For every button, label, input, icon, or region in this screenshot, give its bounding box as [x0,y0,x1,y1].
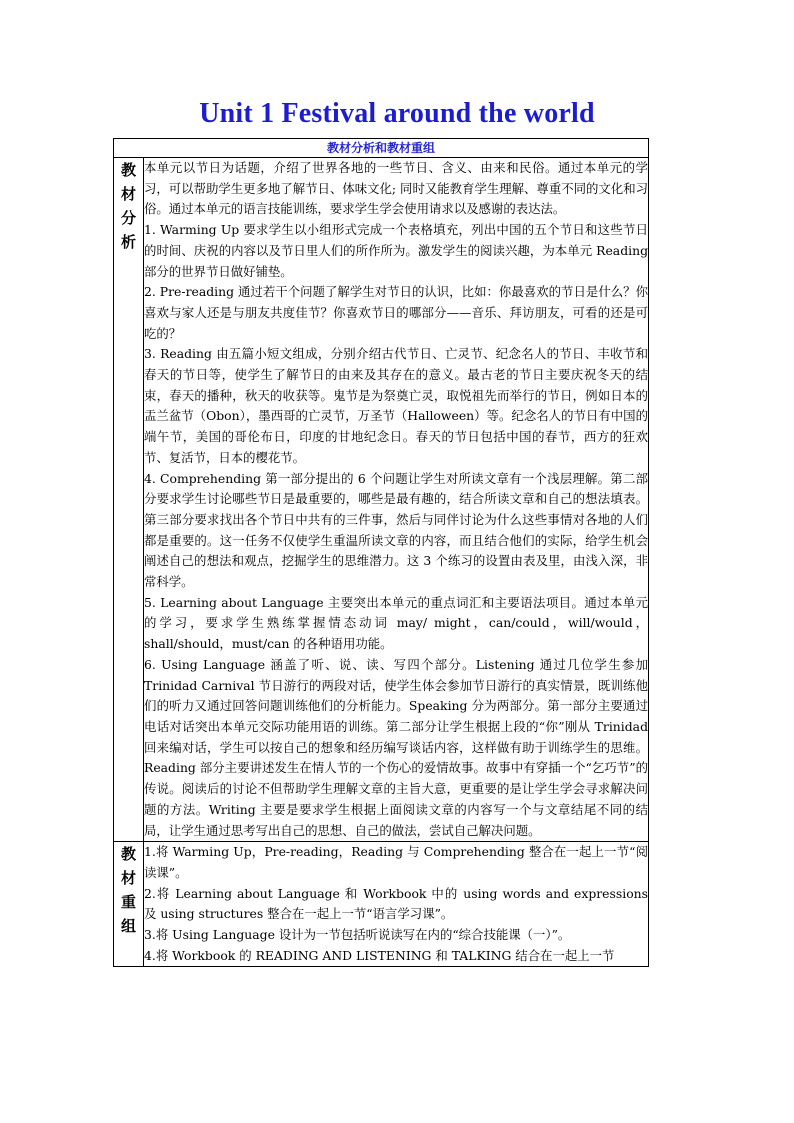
paragraph: 4.将 Workbook 的 READING AND LISTENING 和 TALKING 结合在一起上一节 [144,947,615,963]
section-analysis-row [114,158,649,842]
paragraph: 6. Using Language 涵盖了听、说、读、写四个部分。Listening 通过几位学生参加 Trinidad Carnival 节日游行的两段对话，使学生体会参加节日游行的真实情景，既训练他们的听力又通过回答问题训练他们的分析能力。Speaking 分为两部分。第一部分主要通过电话对话突出本单元交际功能用语的训练。第二部分让学生根据上段的“你”刚从 Trinidad 回来编对话，学生可以按自己的想象和经历编写谈话内容，这样做有助于训练学生的思维。Reading 部分主要讲述发生在情人节的一个伤心的爱情故事。故事中有穿插一个“乞巧节”的传说。阅读后的讨论不但帮助学生理解文章的主旨大意，更重要的是让学生学会寻求解决问题的方法。Writing 主要是要求学生根据上面阅读文章的内容写一个与文章结尾不同的结局，让学生通过思考写出自己的思想、自己的做法，尝试自己解决问题。 [144,656,648,838]
paragraph: 本单元以节日为话题，介绍了世界各地的一些节日、含义、由来和民俗。通过本单元的学习，可以帮助学生更多地了解节日、体味文化; 同时又能教育学生理解、尊重不同的文化和习俗。通过本单元的语言技能训练，要求学生学会使用请求以及感谢的表达法。 [144,160,648,217]
label-char: 析 [120,233,136,251]
paragraph: 3.将 Using Language 设计为一节包括听说读写在内的“综合技能课（一）”。 [144,927,571,943]
label-char: 重 [120,893,136,912]
paragraph: 1. Warming Up 要求学生以小组形式完成一个表格填充，列出中国的五个节日和这些节日的时间、庆祝的内容以及节日里人们的所作所为。激发学生的阅读兴趣，为本单元 Reading 部分的世界节日做好铺垫。 [144,222,648,279]
section-label-reorganize [114,842,144,967]
label-char: 分 [120,209,136,227]
section-content-analysis [144,158,649,842]
section-label-analysis [114,158,144,842]
paragraph: 2.将 Learning about Language 和 Workbook 中的 using words and expressions 及 using structures 整合在一起上一节“语言学习课”。 [144,885,648,922]
section-content-reorganize [144,842,649,967]
table-header-row [114,139,649,158]
label-char: 材 [120,869,136,888]
paragraph: 2. Pre-reading 通过若干个问题了解学生对节日的认识，比如：你最喜欢的节日是什么？你喜欢与家人还是与朋友共度佳节？你喜欢节日的哪部分——音乐、拜访朋友，可看的还是可吃的？ [144,284,648,341]
paragraph: 5. Learning about Language 主要突出本单元的重点词汇和主要语法项目。通过本单元的学习，要求学生熟练掌握情态动词 may/ might，can/could，will/would，shall/should，must/can 的各种语用功能。 [144,594,648,652]
paragraph: 3. Reading 由五篇小短文组成，分别介绍古代节日、亡灵节、纪念名人的节日、丰收节和春天的节日等，使学生了解节日的由来及其存在的意义。最古老的节日主要庆祝冬天的结束，春天的播种，秋天的收获等。鬼节是为祭奠亡灵，取悦祖先而举行的节日，例如日本的盂兰盆节（Obon），墨西哥的亡灵节，万圣节（Halloween）等。纪念名人的节日有中国的端午节，美国的哥伦布日，印度的甘地纪念日。春天的节日包括中国的春节，西方的狂欢节、复活节，日本的樱花节。 [144,346,648,465]
page-title: Unit 1 Festival around the world [199,98,595,129]
label-char: 教 [120,845,136,864]
paragraph: 1.将 Warming Up，Pre-reading，Reading 与 Comprehending 整合在一起上一节“阅读课”。 [144,844,648,880]
table-header: 教材分析和教材重组 [114,139,649,158]
label-char: 材 [120,185,136,203]
label-char: 组 [120,917,136,936]
section-reorganize-row [114,842,649,967]
analysis-table [113,138,649,967]
label-char: 教 [120,161,136,179]
paragraph: 4. Comprehending 第一部分提出的 6 个问题让学生对所读文章有一个浅层理解。第二部分要求学生讨论哪些节日是最重要的，哪些是最有趣的，结合所读文章和自己的想法填表。第三部分要求找出各个节日中共有的三件事，然后与同伴讨论为什么这些事情对各地的人们都是重要的。这一任务不仅使学生重温所读文章的内容，而且结合他们的实际，给学生机会阐述自己的想法和观点，挖掘学生的思维潜力。这 3 个练习的设置由表及里，由浅入深，非常科学。 [144,470,648,590]
